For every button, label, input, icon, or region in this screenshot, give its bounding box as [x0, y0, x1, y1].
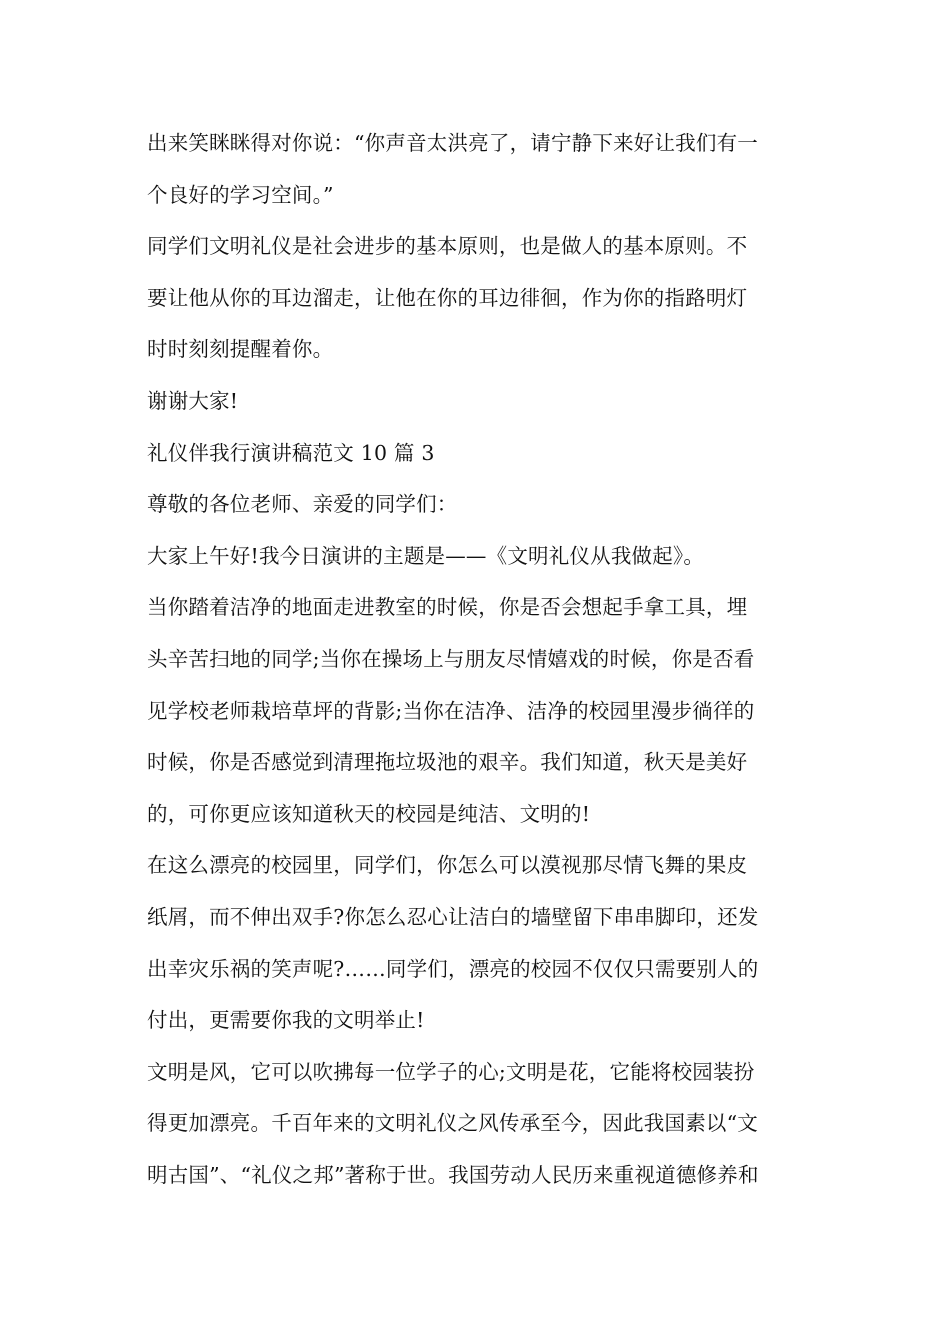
- document-body: [147, 118, 807, 1201]
- text-line: 出来笑眯眯得对你说：“你声音太洪亮了，请宁静下来好让我们有一: [147, 131, 758, 155]
- text-line: 得更加漂亮。千百年来的文明礼仪之风传承至今，因此我国素以“文: [147, 1111, 758, 1136]
- text-line: 的，可你更应该知道秋天的校园是纯洁、文明的!: [147, 801, 591, 826]
- text-line: 纸屑，而不伸出双手?你怎么忍心让洁白的墙壁留下串串脚印，还发: [147, 904, 759, 929]
- text-line: 头辛苦扫地的同学;当你在操场上与朋友尽情嬉戏的时候，你是否看: [147, 646, 755, 671]
- text-line: 时候，你是否感觉到清理拖垃圾池的艰辛。我们知道，秋天是美好: [147, 750, 748, 775]
- text-line: 个良好的学习空间。”: [147, 182, 334, 207]
- text-line: 要让他从你的耳边溜走，让他在你的耳边徘徊，作为你的指路明灯: [147, 285, 748, 310]
- text-line: 付出，更需要你我的文明举止!: [147, 1008, 425, 1033]
- text-line: 同学们文明礼仪是社会进步的基本原则，也是做人的基本原则。不: [147, 234, 748, 259]
- text-line: 时时刻刻提醒着你。: [147, 337, 334, 362]
- salutation: 尊敬的各位老师、亲爱的同学们：: [147, 492, 458, 517]
- text-line: 大家上午好!我今日演讲的主题是——《文明礼仪从我做起》。: [147, 543, 705, 568]
- text-line: 见学校老师栽培草坪的背影;当你在洁净、洁净的校园里漫步徜徉的: [147, 698, 755, 723]
- text-line: 在这么漂亮的校园里，同学们，你怎么可以漠视那尽情飞舞的果皮: [147, 853, 748, 878]
- text-line: 谢谢大家!: [147, 388, 239, 413]
- text-line: 出幸灾乐祸的笑声呢?……同学们，漂亮的校园不仅仅只需要别人的: [147, 956, 759, 981]
- section-heading: 礼仪伴我行演讲稿范文 10 篇 3: [147, 440, 435, 465]
- text-line: 文明是风，它可以吹拂每一位学子的心;文明是花，它能将校园装扮: [147, 1059, 755, 1084]
- text-line: 明古国”、“礼仪之邦”著称于世。我国劳动人民历来重视道德修养和: [147, 1162, 759, 1187]
- text-line: 当你踏着洁净的地面走进教室的时候，你是否会想起手拿工具，埋: [147, 595, 748, 620]
